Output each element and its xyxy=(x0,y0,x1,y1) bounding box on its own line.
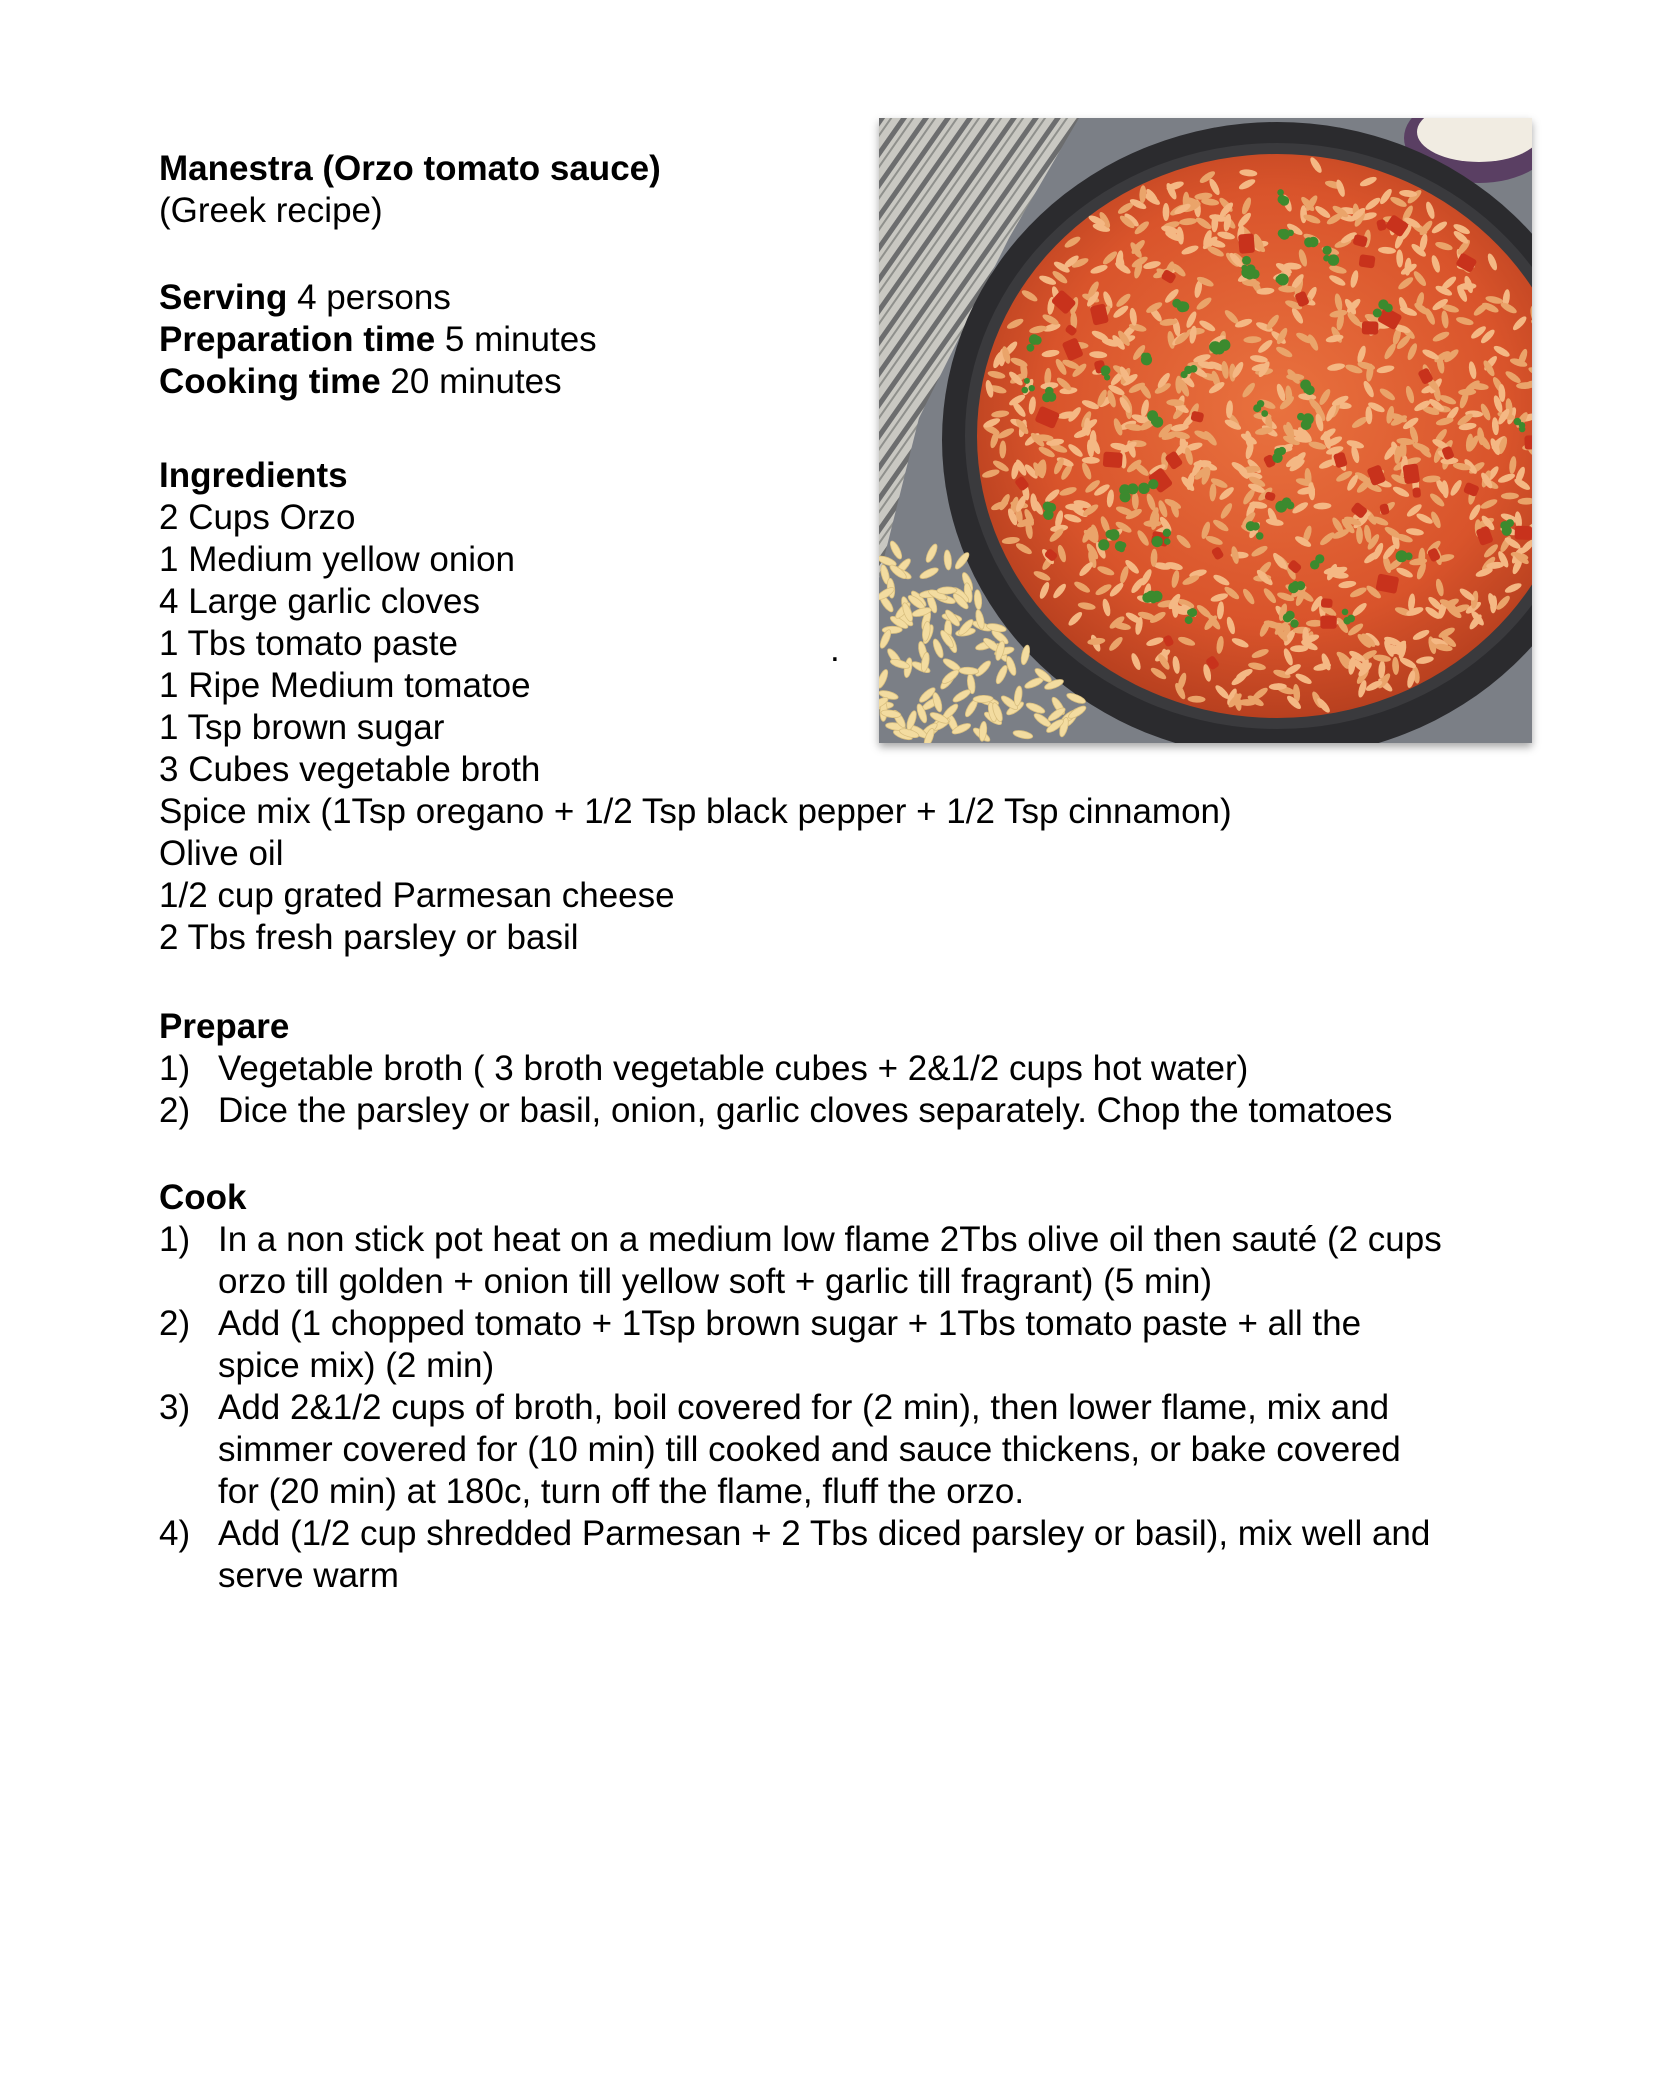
prep-time-value: 5 minutes xyxy=(435,320,597,359)
ingredient-item: 1/2 cup grated Parmesan cheese xyxy=(159,876,675,915)
prepare-step xyxy=(159,1048,1668,1090)
step-text: Dice the parsley or basil, onion, garlic cloves separately. Chop the tomatoes xyxy=(218,1091,1393,1130)
tomato-chunk xyxy=(1362,321,1379,334)
step-number: 4) xyxy=(159,1514,191,1553)
recipe-meta xyxy=(159,277,597,403)
ingredients-heading: Ingredients xyxy=(159,456,348,495)
dish-illustration xyxy=(879,118,1532,743)
step-text-line: Add (1/2 cup shredded Parmesan + 2 Tbs diced parsley or basil), mix well and xyxy=(218,1514,1431,1553)
prep-time-label: Preparation time xyxy=(159,320,436,359)
step-text: Vegetable broth ( 3 broth vegetable cubes + 2&1/2 cups hot water) xyxy=(218,1049,1249,1088)
ingredient-item: Olive oil xyxy=(159,834,284,873)
recipe-subtitle: (Greek recipe) xyxy=(159,191,383,230)
tomato-chunk xyxy=(1359,254,1376,268)
step-text-line: orzo till golden + onion till yellow soft + garlic till fragrant) (5 min) xyxy=(218,1262,1213,1301)
cook-step xyxy=(159,1513,1668,1597)
ingredient-item: 1 Tbs tomato paste xyxy=(159,624,458,663)
tomato-chunk xyxy=(1524,435,1532,449)
step-number: 2) xyxy=(159,1304,191,1343)
ingredient-item: 1 Medium yellow onion xyxy=(159,540,516,579)
parsley-leaf xyxy=(1304,237,1318,248)
step-text-line: Add (1 chopped tomato + 1Tsp brown sugar + 1Tbs tomato paste + all the xyxy=(218,1304,1362,1343)
ingredient-item: 2 Cups Orzo xyxy=(159,498,356,537)
step-text-line: spice mix) (2 min) xyxy=(218,1346,495,1385)
cook-step xyxy=(159,1303,1668,1387)
tomato-chunk xyxy=(1103,452,1123,468)
ingredient-item: 3 Cubes vegetable broth xyxy=(159,750,541,789)
step-text-line: simmer covered for (10 min) till cooked and sauce thickens, or bake covered xyxy=(218,1430,1401,1469)
cook-step xyxy=(159,1219,1668,1303)
tomato-chunk xyxy=(1320,616,1336,629)
tomato-chunk xyxy=(1402,463,1420,484)
cook-section xyxy=(159,1177,1668,1597)
tomato-chunk xyxy=(1238,233,1255,254)
step-text-line: In a non stick pot heat on a medium low flame 2Tbs olive oil then sauté (2 cups xyxy=(218,1220,1442,1259)
ingredient-item: 2 Tbs fresh parsley or basil xyxy=(159,918,579,957)
step-number: 1) xyxy=(159,1220,191,1259)
orzo-grain xyxy=(1163,203,1170,221)
serving-line xyxy=(159,277,597,319)
prepare-section xyxy=(159,1006,1668,1132)
cooking-time-line xyxy=(159,361,597,403)
recipe-header xyxy=(159,148,661,232)
ingredient-item: 1 Tsp brown sugar xyxy=(159,708,445,747)
stray-dot: . xyxy=(830,630,840,669)
recipe-title: Manestra (Orzo tomato sauce) xyxy=(159,149,661,188)
orzo-dish-photo xyxy=(879,118,1532,743)
prepare-heading: Prepare xyxy=(159,1007,290,1046)
ingredient-item: 4 Large garlic cloves xyxy=(159,582,480,621)
cook-heading: Cook xyxy=(159,1178,247,1217)
step-number: 1) xyxy=(159,1049,191,1088)
orzo-grain xyxy=(1172,600,1179,618)
tomato-chunk xyxy=(1321,598,1333,608)
step-number: 2) xyxy=(159,1091,191,1130)
step-text-line: for (20 min) at 180c, turn off the flame, fluff the orzo. xyxy=(218,1472,1025,1511)
tomato-chunk xyxy=(1515,526,1532,540)
cooking-time-value: 20 minutes xyxy=(380,362,562,401)
step-number: 3) xyxy=(159,1388,191,1427)
serving-label: Serving xyxy=(159,278,288,317)
ingredient-item: 1 Ripe Medium tomatoe xyxy=(159,666,531,705)
ingredient-item: Spice mix (1Tsp oregano + 1/2 Tsp black pepper + 1/2 Tsp cinnamon) xyxy=(159,792,1232,831)
step-text-line: Add 2&1/2 cups of broth, boil covered for (2 min), then lower flame, mix and xyxy=(218,1388,1390,1427)
tomato-chunk xyxy=(1412,487,1421,498)
parsley-leaf xyxy=(1141,353,1152,366)
cooking-time-label: Cooking time xyxy=(159,362,381,401)
serving-value: 4 persons xyxy=(287,278,451,317)
cook-step xyxy=(159,1387,1668,1513)
step-text-line: serve warm xyxy=(218,1556,399,1595)
prep-time-line xyxy=(159,319,597,361)
prepare-step xyxy=(159,1090,1668,1132)
